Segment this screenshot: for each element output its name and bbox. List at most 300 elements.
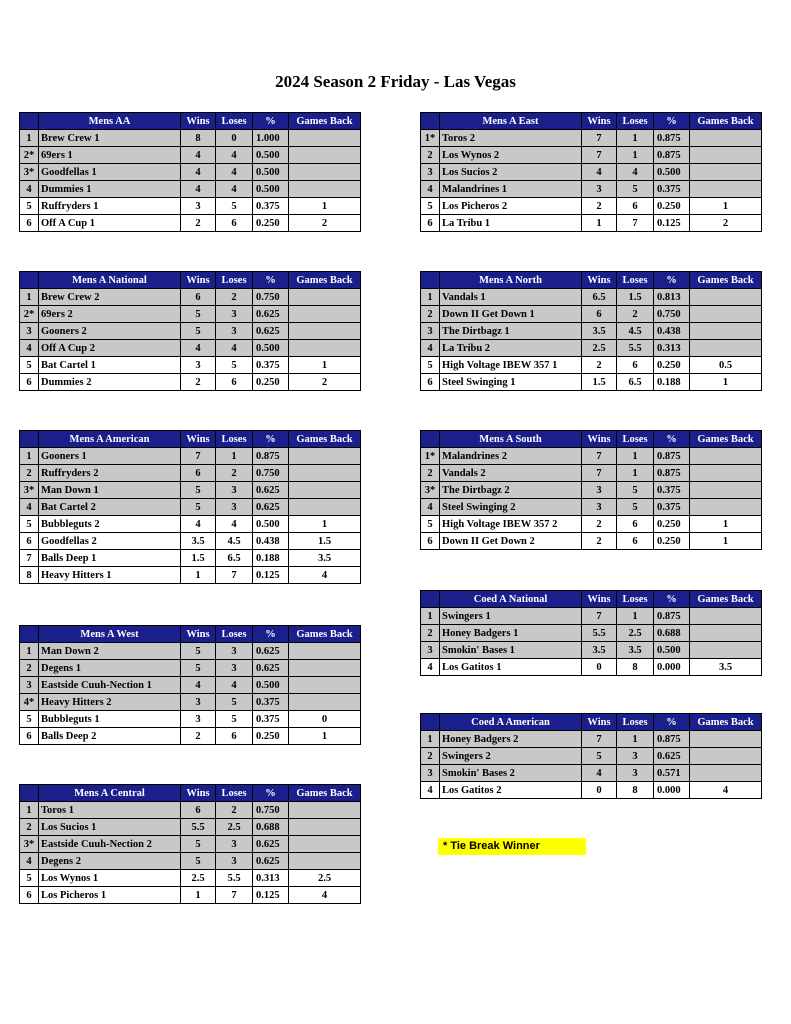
table-row bbox=[421, 765, 762, 782]
table-row bbox=[421, 198, 762, 215]
games-back-cell bbox=[690, 748, 762, 765]
team-name-cell: Goodfellas 1 bbox=[39, 164, 181, 181]
games-back-cell: 1 bbox=[690, 198, 762, 215]
games-back-cell bbox=[289, 323, 361, 340]
pct-cell: 0.750 bbox=[654, 306, 690, 323]
division-name-header: Mens A National bbox=[39, 272, 181, 289]
wins-cell: 2.5 bbox=[181, 870, 216, 887]
pct-header: % bbox=[654, 714, 690, 731]
rank-cell: 1* bbox=[421, 130, 440, 147]
table-mens-aa bbox=[19, 112, 361, 232]
team-name-cell: Bubbleguts 1 bbox=[39, 711, 181, 728]
team-name-cell: Dummies 1 bbox=[39, 181, 181, 198]
table-row bbox=[421, 782, 762, 799]
wins-cell: 5 bbox=[582, 748, 617, 765]
table-coed-a-american bbox=[420, 713, 762, 799]
team-name-cell: Heavy Hitters 1 bbox=[39, 567, 181, 584]
wins-header: Wins bbox=[582, 591, 617, 608]
pct-cell: 0.875 bbox=[654, 608, 690, 625]
games-back-cell bbox=[690, 642, 762, 659]
wins-cell: 0 bbox=[582, 782, 617, 799]
pct-header: % bbox=[253, 113, 289, 130]
games-back-cell: 3.5 bbox=[289, 550, 361, 567]
table-row bbox=[421, 465, 762, 482]
table-row bbox=[421, 215, 762, 232]
pct-cell: 0.250 bbox=[654, 357, 690, 374]
pct-header: % bbox=[654, 431, 690, 448]
pct-header: % bbox=[253, 272, 289, 289]
games-back-cell bbox=[289, 802, 361, 819]
pct-cell: 0.500 bbox=[654, 642, 690, 659]
pct-cell: 0.250 bbox=[253, 728, 289, 745]
rank-cell: 6 bbox=[421, 374, 440, 391]
loses-cell: 6 bbox=[216, 728, 253, 745]
header-row bbox=[421, 272, 762, 289]
loses-cell: 2 bbox=[216, 289, 253, 306]
table-row bbox=[20, 482, 361, 499]
rank-cell: 3* bbox=[20, 836, 39, 853]
header-row bbox=[421, 591, 762, 608]
team-name-cell: The Dirtbagz 1 bbox=[440, 323, 582, 340]
team-name-cell: Gooners 1 bbox=[39, 448, 181, 465]
wins-cell: 4 bbox=[582, 765, 617, 782]
rank-cell: 1* bbox=[421, 448, 440, 465]
rank-cell: 4 bbox=[20, 340, 39, 357]
games-back-cell: 1 bbox=[289, 728, 361, 745]
loses-cell: 2 bbox=[216, 465, 253, 482]
loses-cell: 5 bbox=[216, 357, 253, 374]
header-corner bbox=[20, 431, 39, 448]
pct-cell: 0.250 bbox=[654, 533, 690, 550]
pct-cell: 0.688 bbox=[253, 819, 289, 836]
loses-cell: 3 bbox=[216, 660, 253, 677]
pct-cell: 0.750 bbox=[253, 465, 289, 482]
rank-cell: 1 bbox=[20, 448, 39, 465]
games-back-cell bbox=[289, 836, 361, 853]
wins-cell: 2 bbox=[582, 516, 617, 533]
table-coed-a-national bbox=[420, 590, 762, 676]
wins-cell: 2 bbox=[582, 533, 617, 550]
team-name-cell: Bubbleguts 2 bbox=[39, 516, 181, 533]
table-row bbox=[20, 533, 361, 550]
table-row bbox=[20, 323, 361, 340]
wins-cell: 4 bbox=[181, 181, 216, 198]
loses-cell: 5.5 bbox=[216, 870, 253, 887]
loses-header: Loses bbox=[216, 272, 253, 289]
table-row bbox=[421, 181, 762, 198]
pct-cell: 0.500 bbox=[253, 147, 289, 164]
table-row bbox=[20, 147, 361, 164]
header-row bbox=[20, 272, 361, 289]
table-row bbox=[421, 130, 762, 147]
rank-cell: 4* bbox=[20, 694, 39, 711]
wins-cell: 4 bbox=[181, 677, 216, 694]
games-back-cell bbox=[289, 643, 361, 660]
games-back-cell bbox=[690, 465, 762, 482]
table-mens-a-central bbox=[19, 784, 361, 904]
wins-cell: 6.5 bbox=[582, 289, 617, 306]
wins-header: Wins bbox=[181, 785, 216, 802]
loses-cell: 3.5 bbox=[617, 642, 654, 659]
pct-cell: 0.125 bbox=[654, 215, 690, 232]
games-back-cell bbox=[289, 677, 361, 694]
rank-cell: 1 bbox=[20, 130, 39, 147]
wins-cell: 1 bbox=[181, 567, 216, 584]
rank-cell: 2 bbox=[20, 465, 39, 482]
wins-cell: 7 bbox=[181, 448, 216, 465]
loses-cell: 1 bbox=[617, 608, 654, 625]
rank-cell: 5 bbox=[20, 516, 39, 533]
games-back-cell bbox=[690, 289, 762, 306]
loses-cell: 2.5 bbox=[617, 625, 654, 642]
games-back-header: Games Back bbox=[690, 272, 762, 289]
division-name-header: Coed A National bbox=[440, 591, 582, 608]
table-row bbox=[20, 711, 361, 728]
games-back-cell: 1 bbox=[289, 516, 361, 533]
loses-header: Loses bbox=[617, 113, 654, 130]
wins-cell: 2 bbox=[181, 728, 216, 745]
games-back-cell: 1 bbox=[690, 516, 762, 533]
loses-cell: 3 bbox=[617, 765, 654, 782]
team-name-cell: Ruffryders 1 bbox=[39, 198, 181, 215]
team-name-cell: Dummies 2 bbox=[39, 374, 181, 391]
pct-header: % bbox=[654, 591, 690, 608]
loses-cell: 7 bbox=[617, 215, 654, 232]
rank-cell: 1 bbox=[421, 731, 440, 748]
pct-header: % bbox=[654, 272, 690, 289]
wins-cell: 3.5 bbox=[582, 642, 617, 659]
rank-cell: 1 bbox=[421, 289, 440, 306]
team-name-cell: Vandals 1 bbox=[440, 289, 582, 306]
wins-cell: 5 bbox=[181, 482, 216, 499]
rank-cell: 4 bbox=[421, 782, 440, 799]
table-row bbox=[421, 499, 762, 516]
games-back-cell: 2 bbox=[690, 215, 762, 232]
games-back-cell bbox=[690, 765, 762, 782]
games-back-cell bbox=[690, 340, 762, 357]
team-name-cell: Eastside Cuuh-Nection 2 bbox=[39, 836, 181, 853]
wins-cell: 7 bbox=[582, 130, 617, 147]
games-back-cell bbox=[289, 164, 361, 181]
pct-cell: 0.625 bbox=[253, 323, 289, 340]
wins-cell: 5 bbox=[181, 643, 216, 660]
wins-cell: 3 bbox=[582, 482, 617, 499]
wins-cell: 3 bbox=[181, 198, 216, 215]
table-row bbox=[421, 608, 762, 625]
pct-cell: 0.625 bbox=[654, 748, 690, 765]
rank-cell: 3 bbox=[421, 765, 440, 782]
table-row bbox=[20, 870, 361, 887]
pct-cell: 0.750 bbox=[253, 289, 289, 306]
table-row bbox=[421, 731, 762, 748]
wins-cell: 5.5 bbox=[582, 625, 617, 642]
team-name-cell: Degens 1 bbox=[39, 660, 181, 677]
table-mens-a-american bbox=[19, 430, 361, 584]
table-row bbox=[20, 694, 361, 711]
wins-cell: 4 bbox=[181, 516, 216, 533]
table-row bbox=[20, 660, 361, 677]
header-corner bbox=[20, 785, 39, 802]
loses-cell: 6.5 bbox=[216, 550, 253, 567]
games-back-cell: 0.5 bbox=[690, 357, 762, 374]
team-name-cell: Ruffryders 2 bbox=[39, 465, 181, 482]
wins-header: Wins bbox=[181, 113, 216, 130]
rank-cell: 1 bbox=[20, 802, 39, 819]
table-mens-a-west bbox=[19, 625, 361, 745]
pct-cell: 0.875 bbox=[654, 731, 690, 748]
header-row bbox=[421, 431, 762, 448]
table-mens-a-north bbox=[420, 271, 762, 391]
games-back-cell: 2 bbox=[289, 374, 361, 391]
pct-cell: 0.188 bbox=[253, 550, 289, 567]
games-back-cell: 1.5 bbox=[289, 533, 361, 550]
pct-cell: 0.500 bbox=[253, 340, 289, 357]
rank-cell: 4 bbox=[421, 659, 440, 676]
rank-cell: 2* bbox=[20, 147, 39, 164]
games-back-cell bbox=[289, 499, 361, 516]
table-row bbox=[421, 659, 762, 676]
pct-cell: 0.625 bbox=[253, 836, 289, 853]
pct-cell: 0.000 bbox=[654, 782, 690, 799]
loses-cell: 5 bbox=[216, 711, 253, 728]
wins-cell: 4 bbox=[181, 164, 216, 181]
games-back-cell: 1 bbox=[690, 533, 762, 550]
team-name-cell: Steel Swinging 1 bbox=[440, 374, 582, 391]
team-name-cell: Los Wynos 1 bbox=[39, 870, 181, 887]
pct-cell: 0.813 bbox=[654, 289, 690, 306]
loses-cell: 3 bbox=[216, 643, 253, 660]
wins-cell: 5 bbox=[181, 660, 216, 677]
loses-cell: 3 bbox=[617, 748, 654, 765]
team-name-cell: 69ers 2 bbox=[39, 306, 181, 323]
team-name-cell: Down II Get Down 2 bbox=[440, 533, 582, 550]
header-corner bbox=[421, 113, 440, 130]
team-name-cell: Swingers 1 bbox=[440, 608, 582, 625]
table-row bbox=[20, 887, 361, 904]
division-name-header: Mens A East bbox=[440, 113, 582, 130]
wins-cell: 7 bbox=[582, 731, 617, 748]
pct-cell: 0.500 bbox=[253, 181, 289, 198]
games-back-cell bbox=[289, 306, 361, 323]
loses-header: Loses bbox=[617, 591, 654, 608]
pct-cell: 0.875 bbox=[654, 448, 690, 465]
pct-cell: 0.500 bbox=[253, 677, 289, 694]
loses-cell: 4.5 bbox=[617, 323, 654, 340]
team-name-cell: Toros 1 bbox=[39, 802, 181, 819]
table-row bbox=[421, 147, 762, 164]
loses-cell: 1 bbox=[617, 448, 654, 465]
games-back-cell bbox=[289, 448, 361, 465]
games-back-cell bbox=[690, 323, 762, 340]
games-back-cell bbox=[690, 130, 762, 147]
rank-cell: 6 bbox=[20, 887, 39, 904]
pct-cell: 0.750 bbox=[253, 802, 289, 819]
team-name-cell: Balls Deep 2 bbox=[39, 728, 181, 745]
wins-cell: 4 bbox=[181, 340, 216, 357]
loses-header: Loses bbox=[617, 272, 654, 289]
loses-cell: 8 bbox=[617, 782, 654, 799]
rank-cell: 3* bbox=[20, 164, 39, 181]
table-row bbox=[20, 306, 361, 323]
wins-cell: 2 bbox=[582, 357, 617, 374]
rank-cell: 2 bbox=[421, 465, 440, 482]
wins-cell: 5 bbox=[181, 836, 216, 853]
loses-cell: 5 bbox=[617, 482, 654, 499]
rank-cell: 4 bbox=[421, 340, 440, 357]
pct-cell: 0.125 bbox=[253, 567, 289, 584]
loses-cell: 6 bbox=[617, 357, 654, 374]
games-back-cell bbox=[690, 181, 762, 198]
table-row bbox=[421, 289, 762, 306]
loses-cell: 5 bbox=[216, 694, 253, 711]
team-name-cell: Balls Deep 1 bbox=[39, 550, 181, 567]
loses-cell: 4 bbox=[216, 516, 253, 533]
team-name-cell: High Voltage IBEW 357 2 bbox=[440, 516, 582, 533]
loses-header: Loses bbox=[216, 113, 253, 130]
team-name-cell: Degens 2 bbox=[39, 853, 181, 870]
loses-cell: 3 bbox=[216, 482, 253, 499]
team-name-cell: Los Gatitos 1 bbox=[440, 659, 582, 676]
rank-cell: 6 bbox=[421, 215, 440, 232]
table-mens-a-east bbox=[420, 112, 762, 232]
games-back-cell bbox=[289, 694, 361, 711]
wins-cell: 7 bbox=[582, 465, 617, 482]
loses-cell: 6 bbox=[216, 215, 253, 232]
wins-cell: 2 bbox=[582, 198, 617, 215]
rank-cell: 5 bbox=[20, 711, 39, 728]
rank-cell: 5 bbox=[20, 198, 39, 215]
pct-cell: 0.313 bbox=[253, 870, 289, 887]
games-back-cell: 4 bbox=[289, 567, 361, 584]
table-row bbox=[20, 340, 361, 357]
pct-cell: 0.500 bbox=[654, 164, 690, 181]
division-name-header: Mens A Central bbox=[39, 785, 181, 802]
wins-cell: 7 bbox=[582, 147, 617, 164]
table-row bbox=[20, 465, 361, 482]
header-corner bbox=[20, 272, 39, 289]
table-row bbox=[421, 533, 762, 550]
loses-cell: 4 bbox=[216, 164, 253, 181]
loses-cell: 4 bbox=[617, 164, 654, 181]
table-row bbox=[421, 164, 762, 181]
games-back-cell bbox=[289, 465, 361, 482]
loses-cell: 1 bbox=[617, 147, 654, 164]
rank-cell: 3 bbox=[421, 323, 440, 340]
table-row bbox=[421, 448, 762, 465]
games-back-cell bbox=[289, 130, 361, 147]
team-name-cell: Eastside Cuuh-Nection 1 bbox=[39, 677, 181, 694]
rank-cell: 5 bbox=[20, 870, 39, 887]
pct-cell: 0.500 bbox=[253, 164, 289, 181]
rank-cell: 4 bbox=[20, 853, 39, 870]
rank-cell: 2 bbox=[421, 306, 440, 323]
rank-cell: 4 bbox=[20, 181, 39, 198]
header-row bbox=[20, 626, 361, 643]
games-back-cell bbox=[289, 340, 361, 357]
header-row bbox=[421, 714, 762, 731]
wins-cell: 3 bbox=[181, 711, 216, 728]
team-name-cell: Brew Crew 1 bbox=[39, 130, 181, 147]
pct-cell: 0.625 bbox=[253, 499, 289, 516]
games-back-cell: 2.5 bbox=[289, 870, 361, 887]
rank-cell: 5 bbox=[421, 357, 440, 374]
pct-cell: 0.875 bbox=[654, 130, 690, 147]
wins-cell: 8 bbox=[181, 130, 216, 147]
loses-cell: 4.5 bbox=[216, 533, 253, 550]
loses-cell: 6.5 bbox=[617, 374, 654, 391]
loses-cell: 3 bbox=[216, 499, 253, 516]
pct-cell: 0.625 bbox=[253, 853, 289, 870]
table-row bbox=[421, 482, 762, 499]
rank-cell: 3 bbox=[421, 164, 440, 181]
loses-cell: 5.5 bbox=[617, 340, 654, 357]
pct-cell: 0.000 bbox=[654, 659, 690, 676]
loses-cell: 7 bbox=[216, 567, 253, 584]
page-title: 2024 Season 2 Friday - Las Vegas bbox=[275, 72, 516, 91]
pct-cell: 0.438 bbox=[253, 533, 289, 550]
pct-header: % bbox=[654, 113, 690, 130]
loses-cell: 4 bbox=[216, 340, 253, 357]
wins-cell: 6 bbox=[181, 802, 216, 819]
loses-cell: 1 bbox=[617, 731, 654, 748]
table-row bbox=[20, 643, 361, 660]
header-corner bbox=[20, 113, 39, 130]
table-row bbox=[20, 215, 361, 232]
team-name-cell: High Voltage IBEW 357 1 bbox=[440, 357, 582, 374]
table-row bbox=[421, 516, 762, 533]
loses-header: Loses bbox=[617, 431, 654, 448]
team-name-cell: Down II Get Down 1 bbox=[440, 306, 582, 323]
loses-cell: 6 bbox=[216, 374, 253, 391]
header-corner bbox=[421, 714, 440, 731]
rank-cell: 6 bbox=[20, 215, 39, 232]
wins-cell: 2 bbox=[181, 374, 216, 391]
wins-cell: 3.5 bbox=[582, 323, 617, 340]
table-row bbox=[20, 550, 361, 567]
team-name-cell: Off A Cup 2 bbox=[39, 340, 181, 357]
pct-cell: 0.250 bbox=[253, 215, 289, 232]
rank-cell: 4 bbox=[421, 499, 440, 516]
games-back-cell bbox=[289, 482, 361, 499]
pct-cell: 1.000 bbox=[253, 130, 289, 147]
games-back-header: Games Back bbox=[690, 113, 762, 130]
wins-cell: 3 bbox=[582, 181, 617, 198]
loses-cell: 4 bbox=[216, 181, 253, 198]
loses-cell: 3 bbox=[216, 306, 253, 323]
games-back-cell: 1 bbox=[289, 357, 361, 374]
pct-header: % bbox=[253, 785, 289, 802]
pct-cell: 0.188 bbox=[654, 374, 690, 391]
pct-cell: 0.625 bbox=[253, 482, 289, 499]
team-name-cell: Los Wynos 2 bbox=[440, 147, 582, 164]
division-name-header: Mens A West bbox=[39, 626, 181, 643]
pct-cell: 0.375 bbox=[654, 181, 690, 198]
wins-header: Wins bbox=[181, 626, 216, 643]
wins-header: Wins bbox=[582, 113, 617, 130]
loses-cell: 6 bbox=[617, 516, 654, 533]
pct-cell: 0.250 bbox=[654, 516, 690, 533]
games-back-header: Games Back bbox=[690, 714, 762, 731]
rank-cell: 3 bbox=[421, 642, 440, 659]
games-back-cell: 1 bbox=[289, 198, 361, 215]
wins-cell: 5 bbox=[181, 853, 216, 870]
loses-cell: 6 bbox=[617, 533, 654, 550]
pct-cell: 0.875 bbox=[654, 147, 690, 164]
loses-cell: 8 bbox=[617, 659, 654, 676]
pct-cell: 0.375 bbox=[654, 482, 690, 499]
loses-cell: 2 bbox=[216, 802, 253, 819]
wins-cell: 2.5 bbox=[582, 340, 617, 357]
